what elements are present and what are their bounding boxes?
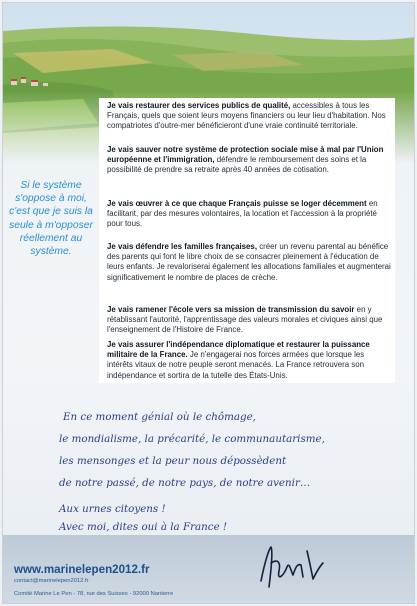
program-item [107, 305, 391, 336]
program-item-heading: Je vais ramener l'école vers sa mission de transmission du savoir [107, 305, 355, 314]
program-item-text: Je n'engagerai nos forces armées que lorsque les intérêts vitaux de notre peuple seront menacés. La France retrouvera son indépendance et sortira de la tutelle des États-Unis. [107, 350, 365, 380]
program-item-text: créer un revenu parental au bénéfice des parents qui font le libre choix de se consacrer pleinement à l'éducation de leurs enfants. Je revaloriserai également les allocations familiales et augmenterai significativement le nombre de places de crèche. [107, 242, 391, 282]
contact-email[interactable]: contact@marinelepen2012.fr [14, 578, 89, 584]
program-item-text: accessibles à tous les Français, quels que soient leurs moyens financiers ou leur lieu d'habitation. Nos compatriotes d'outre-mer bénéficieront d'une vraie continuité territoriale. [107, 101, 386, 131]
website-link[interactable]: www.marinelepen2012.fr [14, 563, 150, 576]
letter-line: Aux urnes citoyens ! [59, 503, 166, 515]
program-item [107, 101, 391, 132]
pull-quote: Si le système s'oppose à moi, c'est que je suis la seule à m'opposer réellement au système. [9, 180, 93, 258]
program-item [107, 145, 391, 176]
letter-line: les mensonges et la peur nous dépossèdent [59, 455, 287, 467]
letter-line: de notre passé, de notre pays, de notre avenir… [59, 477, 311, 489]
program-item [107, 199, 391, 230]
program-item [107, 340, 391, 381]
letter-line: le mondialisme, la précarité, le communautarisme, [59, 433, 325, 445]
letter-line: Avec moi, dites oui à la France ! [59, 521, 228, 533]
signature [257, 541, 327, 593]
program-item-heading: Je vais assurer l'indépendance diplomatique et restaurer la puissance militaire de la France. [107, 340, 370, 360]
program-item-heading: Je vais sauver notre système de protection sociale mise à mal par l'Union européenne et l'immigration, [107, 145, 384, 165]
program-item [107, 242, 391, 283]
program-item-heading: Je vais restaurer des services publics de qualité, [107, 101, 291, 110]
program-item-text: défendre le remboursement des soins et la possibilité de prendre sa retraite après 40 années de cotisation. [107, 155, 367, 175]
program-item-text: en facilitant, par des mesures volontaires, la location et l'accession à la propriété pour tous. [107, 199, 378, 229]
program-item-heading: Je vais défendre les familles françaises, [107, 242, 258, 251]
leaflet-page [2, 2, 415, 604]
program-item-heading: Je vais œuvrer à ce que chaque Français puisse se loger décemment [107, 199, 367, 208]
letter-line: En ce moment génial où le chômage, [63, 411, 256, 423]
program-item-text: en y rétablissant l'autorité, l'apprentissage des valeurs morales et civiques ainsi que l'enseignement de l'Histoire de France. [107, 305, 383, 335]
committee-address: Comité Marine Le Pen - 78, rue des Suisses - 92000 Nanterre [14, 591, 174, 597]
